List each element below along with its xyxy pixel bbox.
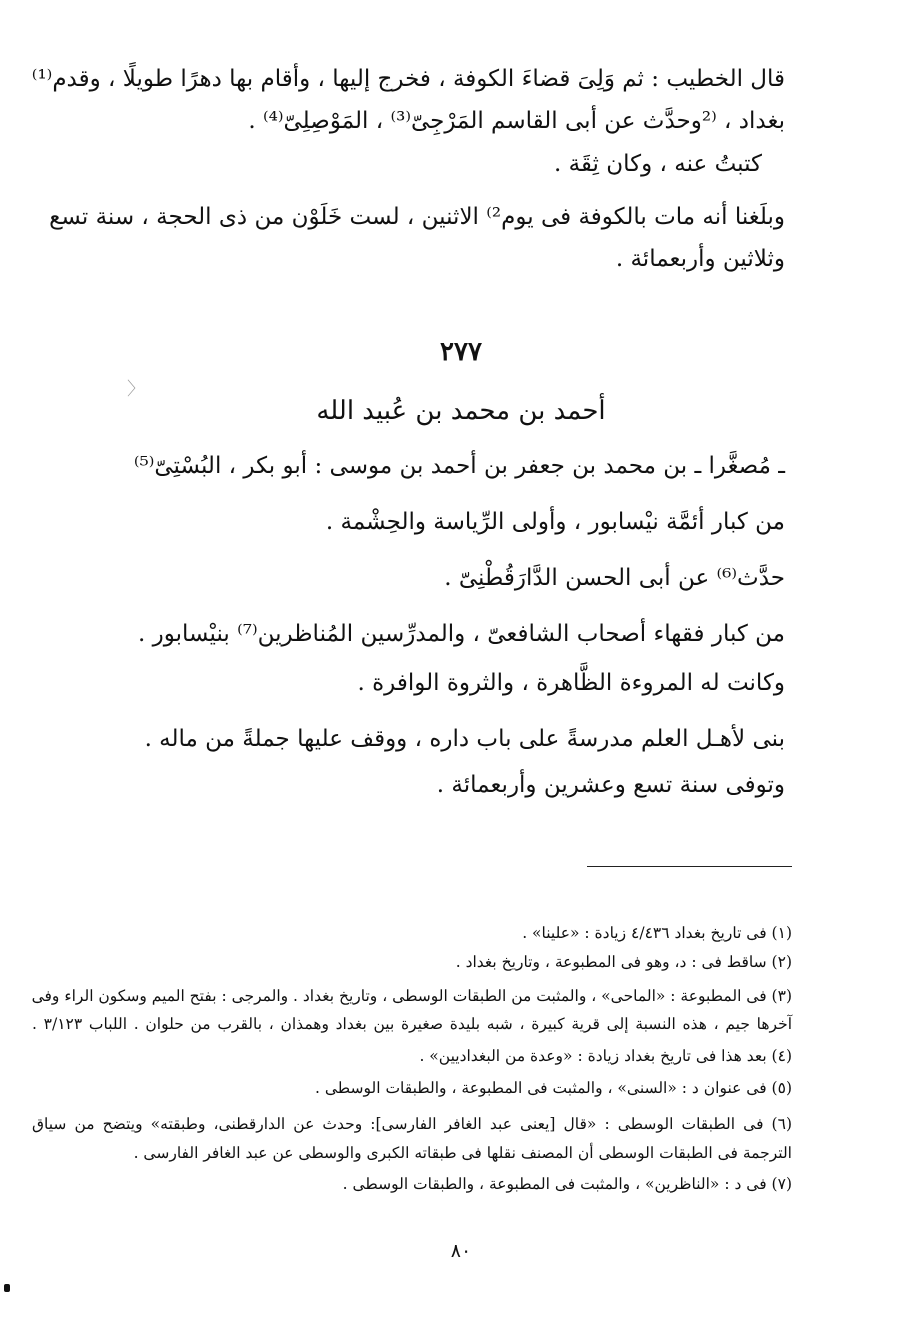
prev-text-line-3: كتبتُ عنه ، وكان ثِقَة . xyxy=(553,151,762,177)
footnote-separator xyxy=(587,866,792,867)
footnote-line-8: الترجمة فى الطبقات الوسطى أن المصنف نقلها فى طبقاته الكبرى والوسطى عن عبد الغافر الفارسى . xyxy=(133,1144,792,1162)
entry-line-1: ـ مُصغَّرا ـ بن محمد بن جعفر بن أحمد بن موسى : أبو بكر ، البُسْتِىّ⁽⁵⁾ xyxy=(133,453,785,479)
entry-line-7: وتوفى سنة تسع وعشرين وأربعمائة . xyxy=(436,772,785,798)
footnote-line-7: (٦) فى الطبقات الوسطى : «قال [يعنى عبد الغافر الفارسى]: وحدث عن الدارقطنى، وطبقته» ويتضح من سياق xyxy=(32,1115,792,1133)
entry-line-2: من كبار أئمَّة نيْسابور ، وأولى الرِّياسة والحِشْمة . xyxy=(325,509,785,535)
entry-line-4: من كبار فقهاء أصحاب الشافعىّ ، والمدرِّسين المُناظرين⁽⁷⁾ بنيْسابور . xyxy=(137,621,785,647)
footnote-line-4: آخرها جيم ، هذه النسبة إلى قرية كبيرة ، شبه بليدة صغيرة بين بغداد وهمذان ، بالقرب من حلوان . اللباب ٣/١٢٣ . xyxy=(32,1015,792,1033)
entry-line-6: بنى لأهـل العلم مدرسةً على باب داره ، ووقف عليها جملةً من ماله . xyxy=(144,726,785,752)
footnote-line-1: (١) فى تاريخ بغداد ٤/٤٣٦ زيادة : «علينا» . xyxy=(522,924,792,942)
prev-text-line-2: بغداد ، ⁽²وحدَّث عن أبى القاسم المَرْجِىّ⁽³⁾ ، المَوْصِلِىّ⁽⁴⁾ . xyxy=(248,108,785,134)
prev-text-line-1: قال الخطيب : ثم وَلِىَ قضاءَ الكوفة ، فخرج إليها ، وأقام بها دهرًا طويلًا ، وقدم⁽¹⁾ xyxy=(31,66,785,92)
footnote-line-6: (٥) فى عنوان د : «السنى» ، والمثبت فى المطبوعة ، والطبقات الوسطى . xyxy=(315,1079,792,1097)
entry-title: أحمد بن محمد بن عُبيد الله xyxy=(316,396,606,426)
footnote-line-3: (٣) فى المطبوعة : «الماحى» ، والمثبت من الطبقات الوسطى ، وتاريخ بغداد . والمرجى : بفتح الميم وسكون الراء وفى xyxy=(31,987,792,1005)
entry-line-5: وكانت له المروءة الظَّاهرة ، والثروة الوافرة . xyxy=(357,670,785,696)
footnote-line-2: (٢) ساقط فى : د، وهو فى المطبوعة ، وتاريخ بغداد . xyxy=(455,953,792,971)
footnote-line-5: (٤) بعد هذا فى تاريخ بغداد زيادة : «وعدة من البغداديين» . xyxy=(419,1047,792,1065)
page-number: ٨٠ xyxy=(450,1240,472,1262)
footnote-line-9: (٧) فى د : «الناظرين» ، والمثبت فى المطبوعة ، والطبقات الوسطى . xyxy=(342,1175,792,1193)
margin-bracket-mark: 〉 xyxy=(127,379,145,400)
scan-speck-mark xyxy=(4,1284,10,1292)
prev-text-line-5: وثلاثين وأربعمائة . xyxy=(615,246,785,272)
entry-line-3: حدَّث⁽⁶⁾ عن أبى الحسن الدَّارَقُطْنِىّ . xyxy=(444,565,785,591)
entry-number: ٢٧٧ xyxy=(440,337,482,367)
prev-text-line-4: وبلَغنا أنه مات بالكوفة فى يوم²⁾ الاثنين ، لست خَلَوْن من ذى الحجة ، سنة تسع xyxy=(49,204,785,230)
